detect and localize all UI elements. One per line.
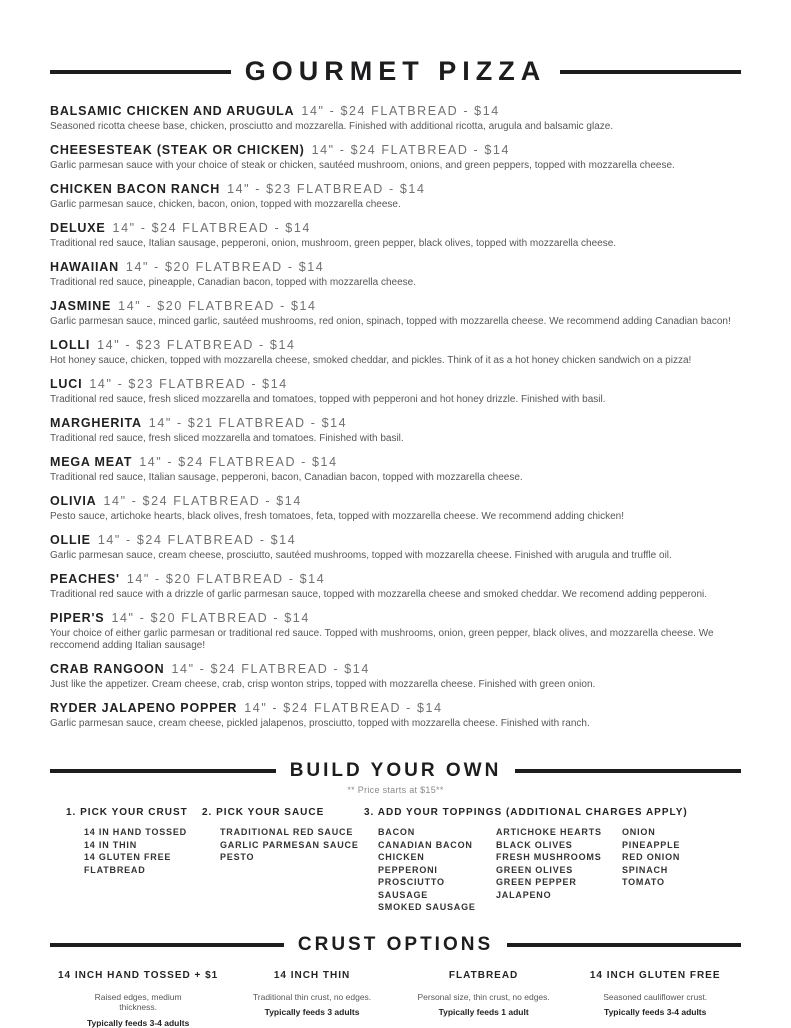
byo-columns (50, 807, 741, 914)
sauce-choice: PESTO (220, 852, 255, 862)
menu-item-price: 14" - $24 FLATBREAD - $14 (97, 533, 297, 547)
menu-item-price: 14" - $24 FLATBREAD - $14 (171, 662, 370, 676)
menu-item-name: MEGA MEAT (50, 455, 133, 469)
menu-item-description: Garlic parmesan sauce, cream cheese, prosciutto, sautéed mushrooms, topped with mozzarella cheese. Finished with arugula and truffle oil. (50, 550, 672, 561)
menu-item-description: Garlic parmesan sauce, cream cheese, pickled jalapenos, prosciutto, topped with mozzarella cheese. Finished with ranch. (50, 718, 590, 729)
crust-option (398, 970, 570, 1028)
menu-item-price: 14" - $23 FLATBREAD - $14 (227, 182, 426, 196)
build-your-own-header (50, 760, 741, 782)
menu-item-name: OLLIE (50, 533, 91, 547)
menu-item-headline (50, 454, 741, 470)
menu-item-description: Just like the appetizer. Cream cheese, crab, crisp wonton strips, topped with mozzarella cheese. Finished with green onion. (50, 679, 596, 690)
topping-choice: TOMATO (622, 877, 665, 887)
topping-choice: FRESH MUSHROOMS (496, 852, 602, 862)
toppings-list-veggies-1 (496, 826, 622, 914)
crust-option (226, 970, 398, 1028)
menu-item-name: DELUXE (50, 221, 106, 235)
crust-option-feeds: Typically feeds 3-4 adults (86, 1017, 190, 1028)
topping-choice: ONION (622, 827, 656, 837)
toppings-groups (364, 818, 741, 914)
menu-item (50, 103, 741, 133)
menu-item-headline (50, 532, 741, 548)
crust-choice: 14 IN HAND TOSSED (84, 827, 187, 837)
menu-item-price: 14" - $21 FLATBREAD - $14 (148, 416, 348, 430)
add-toppings-header: 3. ADD YOUR TOPPINGS (ADDITIONAL CHARGES APPLY) (364, 807, 688, 818)
crust-options-title: CRUST OPTIONS (297, 933, 494, 955)
menu-item-headline (50, 181, 741, 197)
menu-item-price: 14" - $24 FLATBREAD - $14 (301, 104, 500, 118)
sauce-choice: GARLIC PARMESAN SAUCE (220, 839, 359, 850)
menu-item-name: RYDER JALAPENO POPPER (50, 701, 238, 715)
menu-item (50, 454, 741, 484)
menu-item-name: LOLLI (50, 338, 91, 352)
crust-option-feeds: Typically feeds 3 adults (264, 1007, 360, 1017)
menu-item (50, 610, 741, 652)
pick-crust-column (66, 807, 202, 914)
menu-item (50, 220, 741, 250)
crust-option-description: Raised edges, medium thickness. (94, 991, 182, 1012)
toppings-list-veggies-2 (622, 826, 680, 914)
menu-item-price: 14" - $24 FLATBREAD - $14 (139, 455, 338, 469)
menu-item-description: Traditional red sauce, pineapple, Canadian bacon, topped with mozzarella cheese. (50, 277, 416, 288)
topping-choice: BACON (378, 827, 415, 837)
crust-options-columns (50, 970, 741, 1028)
crust-option-name: FLATBREAD (448, 969, 519, 981)
menu-item (50, 337, 741, 367)
menu-item-description: Traditional red sauce, Italian sausage, pepperoni, bacon, Canadian bacon, topped with mozzarella cheese. (50, 472, 523, 483)
crust-option-name: 14 INCH GLUTEN FREE (589, 969, 721, 981)
menu-item-headline (50, 298, 741, 314)
topping-choice: SPINACH (622, 864, 669, 875)
menu-item-name: LUCI (50, 377, 83, 391)
menu-item-headline (50, 661, 741, 677)
topping-choice: PINEAPPLE (622, 839, 681, 850)
menu-item-name: PEACHES' (50, 572, 120, 586)
menu-item-price: 14" - $23 FLATBREAD - $14 (97, 338, 296, 352)
menu-item-headline (50, 493, 741, 509)
menu-item-name: CHICKEN BACON RANCH (50, 182, 221, 196)
menu-item-price: 14" - $20 FLATBREAD - $14 (118, 299, 317, 313)
crust-options-header (50, 934, 741, 956)
topping-choice: PROSCIUTTO (378, 877, 445, 887)
menu-item (50, 376, 741, 406)
menu-item-price: 14" - $20 FLATBREAD - $14 (126, 572, 326, 586)
crust-rule-left (50, 943, 284, 947)
crust-option-name: 14 INCH HAND TOSSED + $1 (58, 969, 219, 981)
topping-choice: SMOKED SAUSAGE (378, 902, 476, 912)
menu-item-description: Hot honey sauce, chicken, topped with mozzarella cheese, smoked cheddar, and pickles. Think of it as a hot honey chicken sandwich on a pizza! (50, 355, 692, 366)
crust-choice: 14 GLUTEN FREE (84, 852, 172, 862)
menu-item-name: HAWAIIAN (50, 260, 119, 274)
menu-item-description: Garlic parmesan sauce with your choice of steak or chicken, sautéed mushroom, onions, and green peppers, topped with mozzarella cheese. (50, 160, 675, 171)
topping-choice: ARTICHOKE HEARTS (496, 827, 602, 837)
crust-option-name: 14 INCH THIN (273, 969, 351, 981)
menu-item (50, 571, 741, 601)
topping-choice: CANADIAN BACON (378, 839, 473, 850)
menu-item-name: CHEESESTEAK (STEAK OR CHICKEN) (50, 143, 305, 157)
menu-item-headline (50, 337, 741, 353)
menu-item-description: Your choice of either garlic parmesan or traditional red sauce. Topped with mushrooms, onion, green pepper, black olives, and mozzarella cheese. We reccomend adding Italian sausage! (50, 628, 714, 651)
menu-item-headline (50, 103, 741, 119)
menu-item-price: 14" - $24 FLATBREAD - $14 (103, 494, 302, 508)
topping-choice: SAUSAGE (378, 889, 429, 900)
title-rule-right (560, 70, 741, 74)
crust-rule-right (507, 943, 741, 947)
menu-item-price: 14" - $23 FLATBREAD - $14 (89, 377, 288, 391)
menu-item-description: Traditional red sauce with a drizzle of garlic parmesan sauce, topped with mozzarella cheese and smoked cheddar. We recomend adding pepperoni. (50, 589, 708, 600)
menu-item-description: Garlic parmesan sauce, chicken, bacon, onion, topped with mozzarella cheese. (50, 199, 401, 210)
sauce-choice: TRADITIONAL RED SAUCE (220, 827, 354, 837)
menu-item-name: JASMINE (50, 299, 112, 313)
menu-item (50, 181, 741, 211)
menu-item-headline (50, 376, 741, 392)
menu-item-name: PIPER'S (50, 611, 105, 625)
menu-item (50, 700, 741, 730)
crust-choice: 14 IN THIN (84, 839, 138, 850)
topping-choice: PEPPERONI (378, 864, 438, 875)
topping-choice: BLACK OLIVES (496, 839, 573, 850)
menu-item-headline (50, 142, 741, 158)
menu-item-headline (50, 415, 741, 431)
menu-item (50, 259, 741, 289)
pick-sauce-column (202, 807, 364, 914)
menu-item-price: 14" - $24 FLATBREAD - $14 (311, 143, 511, 157)
crust-choice: FLATBREAD (84, 864, 146, 875)
byo-rule-right (515, 769, 741, 773)
crust-option (569, 970, 741, 1028)
build-your-own-title: BUILD YOUR OWN (289, 760, 502, 781)
crust-option-description: Personal size, thin crust, no edges. (417, 991, 550, 1002)
menu-item-headline (50, 220, 741, 236)
menu-item-name: OLIVIA (50, 494, 97, 508)
menu-item (50, 415, 741, 445)
crust-option-description: Traditional thin crust, no edges. (252, 991, 372, 1002)
add-toppings-column (364, 807, 741, 914)
pizza-list (50, 103, 741, 730)
title-rule-left (50, 70, 231, 74)
menu-item-description: Garlic parmesan sauce, minced garlic, sautéed mushrooms, red onion, spinach, topped with mozzarella cheese. We recommend adding Canadian bacon! (50, 316, 731, 327)
pick-sauce-header: 2. PICK YOUR SAUCE (202, 807, 325, 818)
menu-item (50, 493, 741, 523)
menu-item (50, 298, 741, 328)
gourmet-pizza-title: GOURMET PIZZA (244, 56, 547, 86)
byo-price-note: ** Price starts at $15** (347, 785, 444, 795)
crust-option-feeds: Typically feeds 1 adult (438, 1007, 529, 1017)
topping-choice: JALAPENO (496, 889, 552, 900)
menu-item-price: 14" - $20 FLATBREAD - $14 (125, 260, 325, 274)
menu-item (50, 532, 741, 562)
menu-item (50, 142, 741, 172)
topping-choice: GREEN OLIVES (496, 864, 574, 875)
menu-item-price: 14" - $20 FLATBREAD - $14 (111, 611, 310, 625)
pick-crust-header: 1. PICK YOUR CRUST (66, 807, 188, 818)
menu-item-description: Traditional red sauce, fresh sliced mozzarella and tomatoes, topped with pepperoni and hot honey drizzle. Finished with basil. (50, 394, 606, 405)
topping-choice: CHICKEN (378, 852, 425, 862)
menu-item-headline (50, 610, 741, 626)
menu-item-description: Seasoned ricotta cheese base, chicken, prosciutto and mozzarella. Finished with additional ricotta, arugula and balsamic glaze. (50, 121, 614, 132)
sauce-choice-list (202, 826, 364, 864)
menu-item-headline (50, 259, 741, 275)
menu-item-price: 14" - $24 FLATBREAD - $14 (112, 221, 311, 235)
menu-item-description: Pesto sauce, artichoke hearts, black olives, fresh tomatoes, feta, topped with mozzarella cheese. We recommend adding chicken! (50, 511, 624, 522)
byo-rule-left (50, 769, 276, 773)
menu-item-headline (50, 571, 741, 587)
menu-item-price: 14" - $24 FLATBREAD - $14 (244, 701, 443, 715)
menu-item (50, 661, 741, 691)
menu-item-description: Traditional red sauce, Italian sausage, pepperoni, onion, mushroom, green pepper, black olives, topped with mozzarella cheese. (50, 238, 617, 249)
menu-item-name: MARGHERITA (50, 416, 142, 430)
toppings-list-meats (364, 826, 496, 914)
crust-option-feeds: Typically feeds 3-4 adults (604, 1007, 707, 1017)
menu-item-description: Traditional red sauce, fresh sliced mozzarella and tomatoes. Finished with basil. (50, 433, 404, 444)
menu-item-headline (50, 700, 741, 716)
gourmet-pizza-header (50, 56, 741, 87)
topping-choice: RED ONION (622, 852, 681, 862)
menu-item-name: CRAB RANGOON (50, 662, 165, 676)
topping-choice: GREEN PEPPER (496, 877, 577, 887)
crust-option (50, 970, 226, 1028)
crust-choice-list (66, 826, 202, 876)
crust-option-description: Seasoned cauliflower crust. (603, 991, 708, 1002)
menu-item-name: BALSAMIC CHICKEN AND ARUGULA (50, 104, 295, 118)
